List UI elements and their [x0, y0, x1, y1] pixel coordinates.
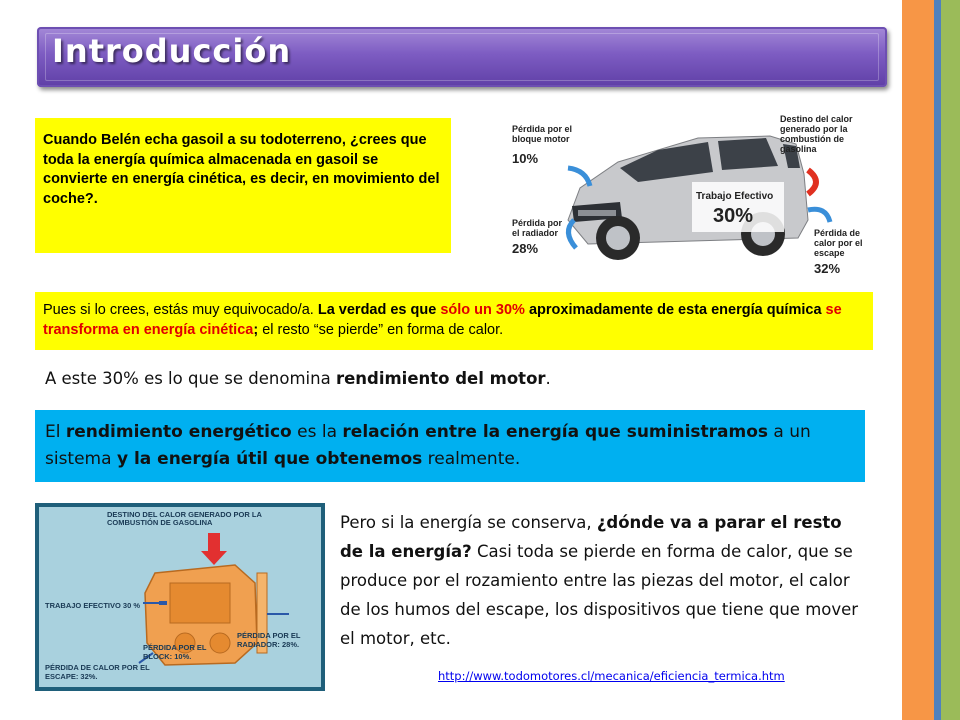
question-text: Cuando Belén echa gasoil a su todoterreno, ¿crees que toda la energía química almacenada en gasoil se convierte en energía cinética, es decir, en movimiento del coche?.: [43, 132, 440, 207]
question-box: [35, 118, 451, 253]
engine-effective-label: TRABAJO EFECTIVO 30 %: [45, 601, 141, 610]
slide-title: Introducción: [52, 32, 292, 70]
answer-box: [35, 292, 873, 350]
engine-heat-diagram: [35, 503, 325, 691]
definition-text: El rendimiento energético es la relación entre la energía que suministramos a un sistema y la energía útil que obtenemos realmente.: [45, 422, 811, 469]
loss-radiator-value: 28%: [512, 241, 539, 256]
blue-arrow-icon: [808, 209, 830, 222]
loss-engine-label: Pérdida por el bloque motor: [512, 124, 573, 144]
engine-diagram-title: DESTINO DEL CALOR GENERADO POR LA COMBUSTIÓN DE GASOLINA: [107, 510, 262, 527]
loss-radiator-label: Pérdida por el radiador: [512, 218, 563, 238]
efficiency-line: A este 30% es lo que se denomina rendimiento del motor.: [45, 369, 551, 388]
effective-label: Trabajo Efectivo: [696, 191, 774, 202]
explanation-text: Pero si la energía se conserva, ¿dónde va a parar el resto de la energía? Casi toda se pierde en forma de calor, que se produce por el rozamiento entre las piezas del motor, el calor de los humos del escape, los dispositivos que tiene que mover el motor, etc.: [340, 513, 859, 648]
loss-exhaust-label: Pérdida de calor por el escape: [814, 228, 863, 258]
heat-destination-label: Destino del calor generado por la combustión de gasolina: [780, 114, 853, 154]
blue-arrow-icon: [568, 168, 590, 186]
red-arrow-icon: [808, 170, 816, 194]
orange-stripe: [902, 0, 934, 720]
red-arrow-icon: [208, 533, 220, 551]
answer-text: Pues si lo crees, estás muy equivocado/a. La verdad es que sólo un 30% aproximadamente de esta energía química se transforma en energía cinética; el resto “se pierde” en forma de calor.: [43, 302, 842, 338]
car-heat-diagram: [508, 110, 870, 282]
loss-exhaust-value: 32%: [814, 261, 841, 276]
engine-radiator-label: PÉRDIDA POR EL RADIADOR: 28%.: [237, 631, 301, 649]
engine-exhaust-label: PÉRDIDA DE CALOR POR EL ESCAPE: 32%.: [45, 663, 150, 681]
blue-stripe: [934, 0, 941, 720]
effective-value: 30%: [713, 205, 754, 227]
source-link[interactable]: http://www.todomotores.cl/mecanica/eficiencia_termica.htm: [438, 669, 785, 683]
definition-box: [35, 410, 865, 482]
engine-block-label: PÉRDIDA POR EL BLOCK: 10%.: [143, 643, 207, 661]
loss-engine-value: 10%: [512, 151, 539, 166]
green-stripe: [941, 0, 960, 720]
